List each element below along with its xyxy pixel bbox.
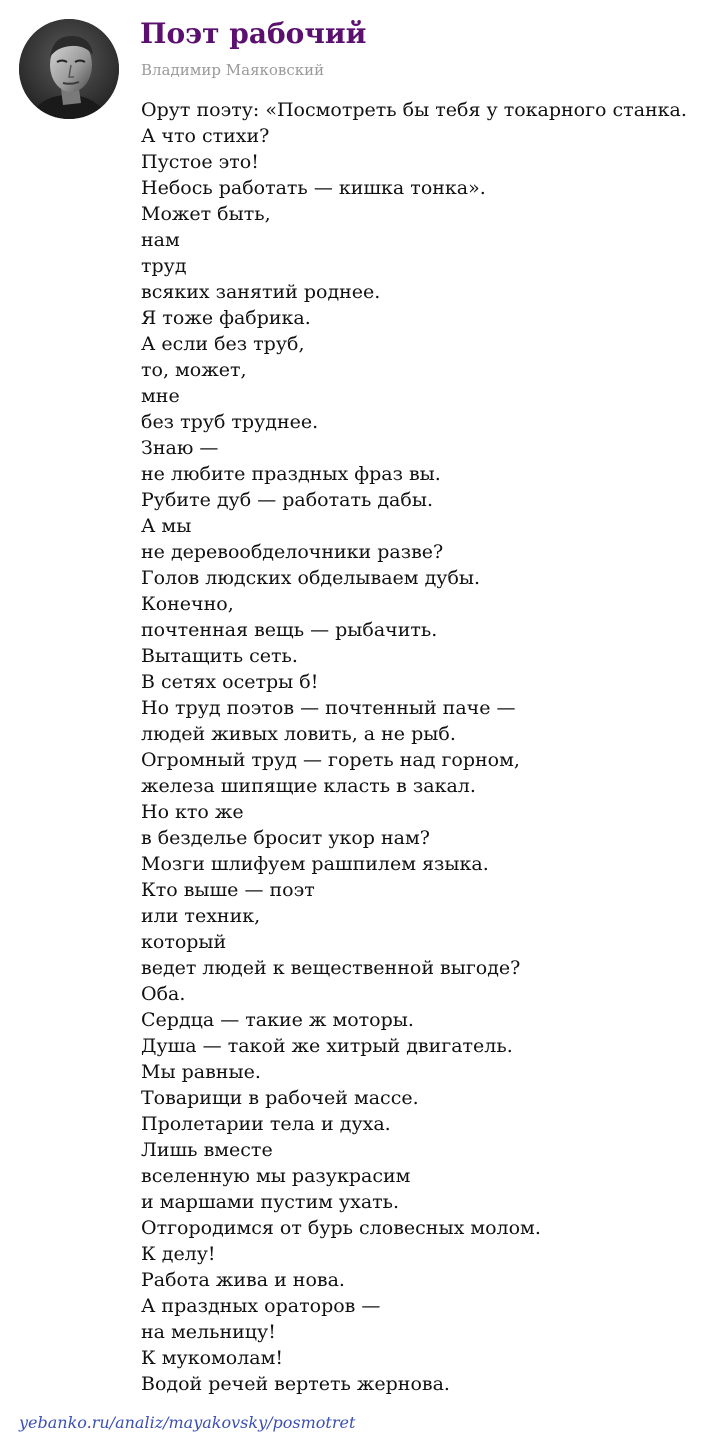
- poem-line: Кто выше — поэт: [141, 879, 315, 901]
- poem-author: Владимир Маяковский: [141, 61, 325, 79]
- poem-line: Я тоже фабрика.: [141, 307, 311, 329]
- poem-line: Голов людских обделываем дубы.: [141, 567, 481, 589]
- author-portrait-icon: [19, 19, 119, 119]
- poem-line: А мы: [141, 515, 192, 537]
- poem-line: в безделье бросит укор нам?: [141, 827, 430, 849]
- poem-line: или техник,: [141, 905, 261, 927]
- poem-text: [141, 97, 706, 1397]
- poem-line: мне: [141, 385, 180, 407]
- poem-line: не деревообделочники разве?: [141, 541, 444, 563]
- poem-line: Но труд поэтов — почтенный паче —: [141, 697, 516, 719]
- poem-line: не любите праздных фраз вы.: [141, 463, 441, 485]
- poem-line: на мельницу!: [141, 1321, 276, 1343]
- poem-line: и маршами пустим ухать.: [141, 1191, 400, 1213]
- poem-line: Вытащить сеть.: [141, 645, 298, 667]
- poem-line: Товарищи в рабочей массе.: [141, 1087, 419, 1109]
- poem-line: Сердца — такие ж моторы.: [141, 1009, 414, 1031]
- poem-line: Знаю —: [141, 437, 219, 459]
- poem-line: Пустое это!: [141, 151, 259, 173]
- poem-line: вселенную мы разукрасим: [141, 1165, 411, 1187]
- poem-line: ведет людей к вещественной выгоде?: [141, 957, 521, 979]
- poem-line: А праздных ораторов —: [141, 1295, 381, 1317]
- poem-line: А если без труб,: [141, 333, 305, 355]
- poem-line: Может быть,: [141, 203, 271, 225]
- poem-line: Работа жива и нова.: [141, 1269, 345, 1291]
- poem-line: Мозги шлифуем рашпилем языка.: [141, 853, 489, 875]
- poem-line: то, может,: [141, 359, 247, 381]
- poem-line: А что стихи?: [141, 125, 270, 147]
- poem-line: Но кто же: [141, 801, 244, 823]
- poem-line: Рубите дуб — работать дабы.: [141, 489, 433, 511]
- poem-line: Оба.: [141, 983, 186, 1005]
- poem-line: Отгородимся от бурь словесных молом.: [141, 1217, 541, 1239]
- poem-line: людей живых ловить, а не рыб.: [141, 723, 456, 745]
- poem-line: Огромный труд — гореть над горном,: [141, 749, 520, 771]
- poem-line: труд: [141, 255, 187, 277]
- source-link[interactable]: yebanko.ru/analiz/mayakovsky/posmotret: [19, 1413, 356, 1432]
- poem-line: Орут поэту: «Посмотреть бы тебя у токарного станка.: [141, 99, 687, 121]
- poem-line: который: [141, 931, 227, 953]
- poem-line: без труб труднее.: [141, 411, 319, 433]
- poem-line: Душа — такой же хитрый двигатель.: [141, 1035, 513, 1057]
- author-avatar: [19, 19, 119, 119]
- poem-line: Водой речей вертеть жернова.: [141, 1373, 450, 1395]
- poem-line: нам: [141, 229, 180, 251]
- poem-line: почтенная вещь — рыбачить.: [141, 619, 438, 641]
- poem-line: Пролетарии тела и духа.: [141, 1113, 391, 1135]
- poem-line: К делу!: [141, 1243, 216, 1265]
- poem-line: всяких занятий роднее.: [141, 281, 381, 303]
- poem-line: Лишь вместе: [141, 1139, 273, 1161]
- poem-line: Конечно,: [141, 593, 234, 615]
- poem-line: железа шипящие класть в закал.: [141, 775, 476, 797]
- poem-line: В сетях осетры б!: [141, 671, 319, 693]
- poem-line: К мукомолам!: [141, 1347, 284, 1369]
- poem-line: Небось работать — кишка тонка».: [141, 177, 486, 199]
- poem-line: Мы равные.: [141, 1061, 261, 1083]
- poem-title: Поэт рабочий: [140, 17, 367, 50]
